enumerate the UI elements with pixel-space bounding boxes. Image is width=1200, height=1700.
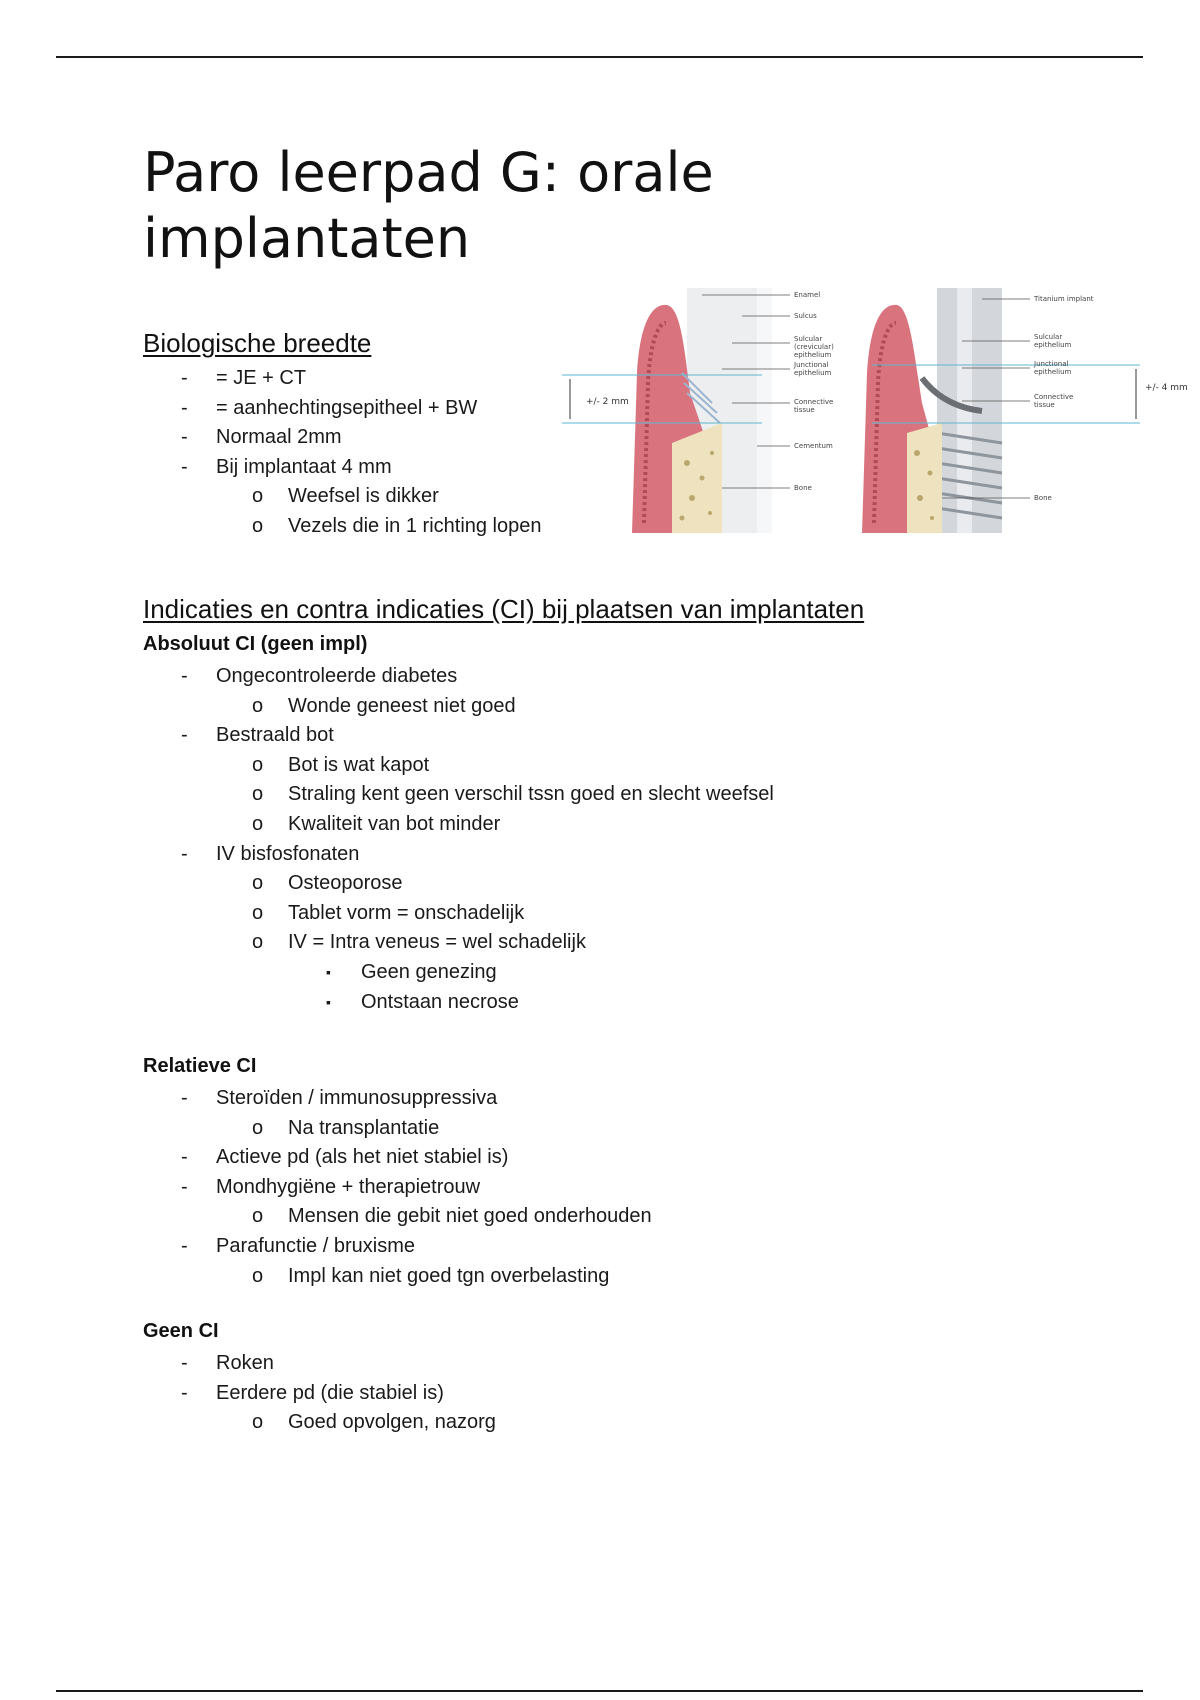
figure-label: Junctional (1034, 360, 1069, 368)
bullet-marker: o (252, 901, 264, 924)
figure-label: Connective (1034, 393, 1074, 401)
implant-diagram (862, 288, 1188, 533)
figure-label: Enamel (794, 291, 821, 299)
figure-label: (crevicular) (794, 343, 834, 351)
list-item-text: Wonde geneest niet goed (288, 694, 516, 717)
list-item-text: IV bisfosfonaten (216, 842, 360, 865)
footer-rule (56, 1690, 1143, 1692)
bullet-marker: - (181, 455, 188, 478)
bullet-marker: o (252, 1116, 264, 1139)
figure-label: Sulcular (794, 335, 823, 343)
header-rule (56, 56, 1143, 58)
list-item-text: IV = Intra veneus = wel schadelijk (288, 931, 586, 954)
bullet-marker: o (252, 1411, 264, 1434)
bullet-marker: - (181, 1235, 188, 1257)
section-heading-indicaties: Indicaties en contra indicaties (CI) bij plaatsen van implantaten (143, 594, 865, 624)
list-item-text: Na transplantatie (288, 1116, 440, 1139)
bullet-marker: o (252, 783, 264, 806)
figure-label: Sulcular (1034, 333, 1063, 341)
figure-label: tissue (794, 406, 815, 414)
list-item-text: Mondhygiëne + therapietrouw (216, 1175, 481, 1198)
bullet-marker: - (181, 1175, 188, 1198)
figure-label: epithelium (794, 369, 832, 377)
tooth-measure-label: +/- 2 mm (586, 397, 629, 407)
list-item-text: Weefsel is dikker (288, 485, 439, 507)
bullet-marker: - (181, 724, 188, 747)
list-item-text: Steroïden / immunosuppressiva (216, 1087, 498, 1109)
list-item-text: Normaal 2mm (216, 426, 342, 448)
bullet-marker: o (252, 514, 264, 537)
bullet-marker: o (252, 813, 264, 835)
list-item-text: Mensen die gebit niet goed onderhouden (288, 1205, 652, 1228)
figure-label: Sulcus (794, 312, 817, 320)
figure-label: Cementum (794, 442, 833, 450)
bullet-marker: o (252, 872, 264, 895)
figure-label: tissue (1034, 401, 1055, 409)
bullet-marker: - (181, 842, 188, 865)
list-item-text: Osteoporose (288, 872, 403, 895)
group-title: Absoluut CI (geen impl) (143, 633, 368, 655)
list-item-text: Bot is wat kapot (288, 753, 430, 776)
list-item-text: = aanhechtingsepitheel + BW (216, 396, 478, 419)
bullet-marker: o (252, 753, 264, 776)
anatomy-figure (562, 283, 1188, 533)
bullet-marker: - (181, 1146, 188, 1169)
bullet-marker: o (252, 485, 264, 507)
figure-label: epithelium (794, 351, 832, 359)
bullet-marker: ▪ (326, 964, 331, 980)
figure-label: Junctional (794, 361, 829, 369)
bullet-marker: - (181, 1352, 188, 1374)
group-title: Relatieve CI (143, 1055, 257, 1077)
group-title: Geen CI (143, 1320, 219, 1342)
bullet-marker: o (252, 1205, 264, 1228)
figure-label: epithelium (1034, 341, 1072, 349)
figure-label: Connective (794, 398, 834, 406)
bullet-marker: - (181, 396, 188, 419)
list-item-text: Vezels die in 1 richting lopen (288, 514, 542, 537)
list-item-text: Straling kent geen verschil tssn goed en slecht weefsel (288, 783, 774, 806)
bullet-marker: - (181, 367, 188, 389)
figure-label: Bone (1034, 494, 1052, 502)
figure-label: Titanium implant (1034, 295, 1094, 303)
list-item-text: Parafunctie / bruxisme (216, 1235, 415, 1257)
bullet-marker: o (252, 1264, 264, 1287)
list-item-text: Bestraald bot (216, 724, 334, 747)
list-item-text: Geen genezing (361, 961, 497, 983)
figure-label: epithelium (1034, 368, 1072, 376)
list-item-text: Ontstaan necrose (361, 990, 519, 1013)
bullet-marker: o (252, 694, 264, 717)
bullet-marker: - (181, 1381, 188, 1404)
list-item-text: Ongecontroleerde diabetes (216, 665, 458, 687)
bullet-marker: - (181, 1087, 188, 1109)
bullet-marker: ▪ (326, 993, 331, 1010)
page-title: Paro leerpad G: orale implantaten (143, 141, 714, 270)
figure-label: Bone (794, 484, 812, 492)
list-item-text: Actieve pd (als het niet stabiel is) (216, 1146, 509, 1169)
list-item-text: Impl kan niet goed tgn overbelasting (288, 1264, 610, 1287)
implant-measure-label: +/- 4 mm (1145, 383, 1188, 393)
list-item-text: Roken (216, 1352, 274, 1374)
tooth-implant-illustration (562, 283, 1188, 533)
list-item-text: Tablet vorm = onschadelijk (288, 901, 525, 924)
bullet-marker: - (181, 665, 188, 687)
list-item-text: Goed opvolgen, nazorg (288, 1411, 496, 1434)
list-item-text: Bij implantaat 4 mm (216, 455, 392, 478)
list-item-text: Eerdere pd (die stabiel is) (216, 1381, 444, 1404)
list-item-text: = JE + CT (216, 367, 307, 389)
section-heading-biologische-breedte: Biologische breedte (143, 328, 372, 358)
list-item-text: Kwaliteit van bot minder (288, 813, 501, 835)
bone-right (907, 423, 942, 533)
bullet-marker: - (181, 426, 188, 448)
bullet-marker: o (252, 931, 264, 954)
natural-tooth-diagram (562, 288, 834, 533)
